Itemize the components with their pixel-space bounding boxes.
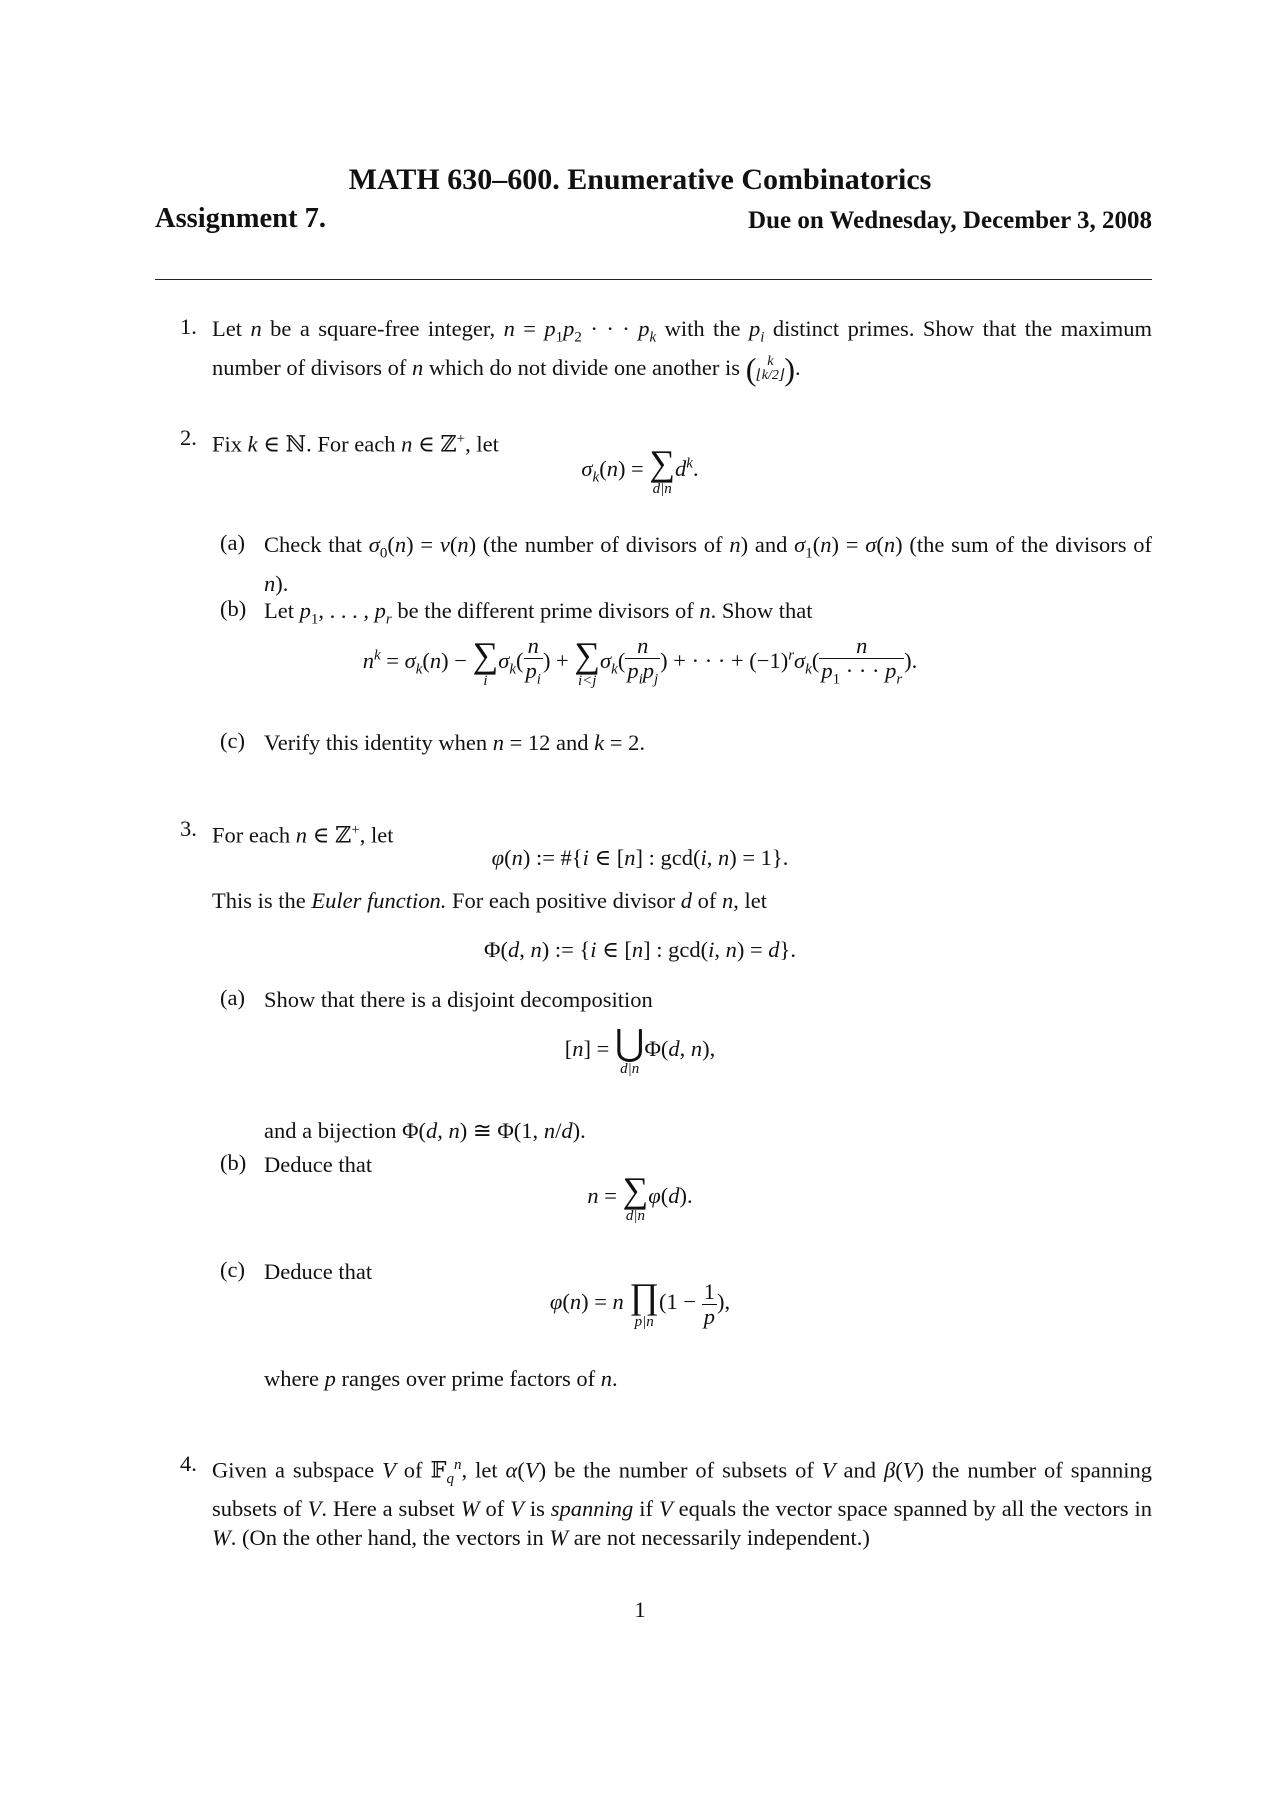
problem-3a-text: Show that there is a disjoint decomposition: [264, 987, 653, 1012]
prime-range-text: where p ranges over prime factors of n.: [264, 1366, 618, 1391]
problem-3c-label: (c): [220, 1257, 245, 1282]
problem-4-number: 4.: [180, 1451, 197, 1476]
identity-display: $n^k = \sigma_k(n)$ − ∑ i $\sigma_k$( $\frac{n}{p_i}$ ) + ∑ i<j $\sigma_k$( $\frac{n}{p_ip_j}$ ) + · · · + $(-1)^r\sigma_k$( $\frac{n}{p_1 \cdot \cdot \cdot p_r}$ ).: [0, 634, 1280, 692]
decomposition-display: [n] = ⋃ d|n Φ(d, n),: [564, 1023, 716, 1077]
problem-3a-label: (a): [220, 985, 245, 1010]
header-rule: [155, 279, 1152, 280]
problem-2b-label: (b): [220, 596, 247, 621]
problem-4-text: Given a subspace V of 𝔽$_q^n$, let α(V) be the number of subsets of V and β(V) the number of spanning subsets of V. Here a subset W of V is spanning if V equals the vector space spanned by all the vectors in W. (On the other hand, the vectors in W are not necessarily independent.): [212, 1457, 1152, 1550]
problem-2c-text: Verify this identity when n = 12 and k = 2.: [264, 730, 645, 755]
problem-2b-text: Let $p_1$, . . . , $p_r$ be the different prime divisors of n. Show that: [264, 598, 813, 628]
problem-1-text: Let n be a square-free integer, $n = p_1p_2$ · · · $p_k$ with the $p_i$ distinct primes. Show that the maximum number of divisors of n which do not divide one another is ( k ⌊k/2⌋ ) .: [212, 316, 1152, 388]
euler-function-text: This is the Euler function. For each positive divisor d of n, let: [212, 888, 767, 913]
problem-3c-text: Deduce that: [264, 1259, 373, 1284]
product-formula-display: φ(n) = n ∏ p|n (1 − $\frac{1}{p}$ ),: [549, 1276, 731, 1330]
page-number: 1: [634, 1597, 646, 1622]
problem-2-text: Fix k ∈ ℕ. For each n ∈ ℤ+, let: [212, 431, 499, 457]
big-phi-definition: Φ(d, n) := {i ∈ [n] : gcd(i, n) = d}.: [484, 937, 796, 962]
sigma-definition: $\sigma_k(n)$ = ∑ d|n $d^k$.: [581, 443, 699, 497]
bijection-text: and a bijection Φ(d, n) ≅ Φ(1, n/d).: [264, 1118, 586, 1143]
problem-3-number: 3.: [180, 816, 197, 841]
divisor-sum-display: n = ∑ d|n φ(d).: [587, 1170, 693, 1224]
assignment-label: Assignment 7.: [155, 203, 327, 234]
problem-2c-label: (c): [220, 728, 245, 753]
due-date: Due on Wednesday, December 3, 2008: [748, 207, 1152, 234]
problem-1-number: 1.: [180, 314, 197, 339]
course-title: MATH 630–600. Enumerative Combinatorics: [348, 163, 932, 196]
problem-2a-label: (a): [220, 530, 245, 555]
problem-2-number: 2.: [180, 425, 197, 450]
euler-phi-definition: φ(n) := #{i ∈ [n] : gcd(i, n) = 1}.: [491, 845, 789, 870]
problem-3-text: For each n ∈ ℤ+, let: [212, 822, 394, 848]
problem-3b-text: Deduce that: [264, 1152, 373, 1177]
problem-3b-label: (b): [220, 1150, 247, 1175]
problem-2a-text: Check that $\sigma_0(n) = \nu(n)$ (the number of divisors of n) and $\sigma_1(n) = \sigma(n)$ (the sum of the divisors of n).: [264, 532, 1152, 596]
